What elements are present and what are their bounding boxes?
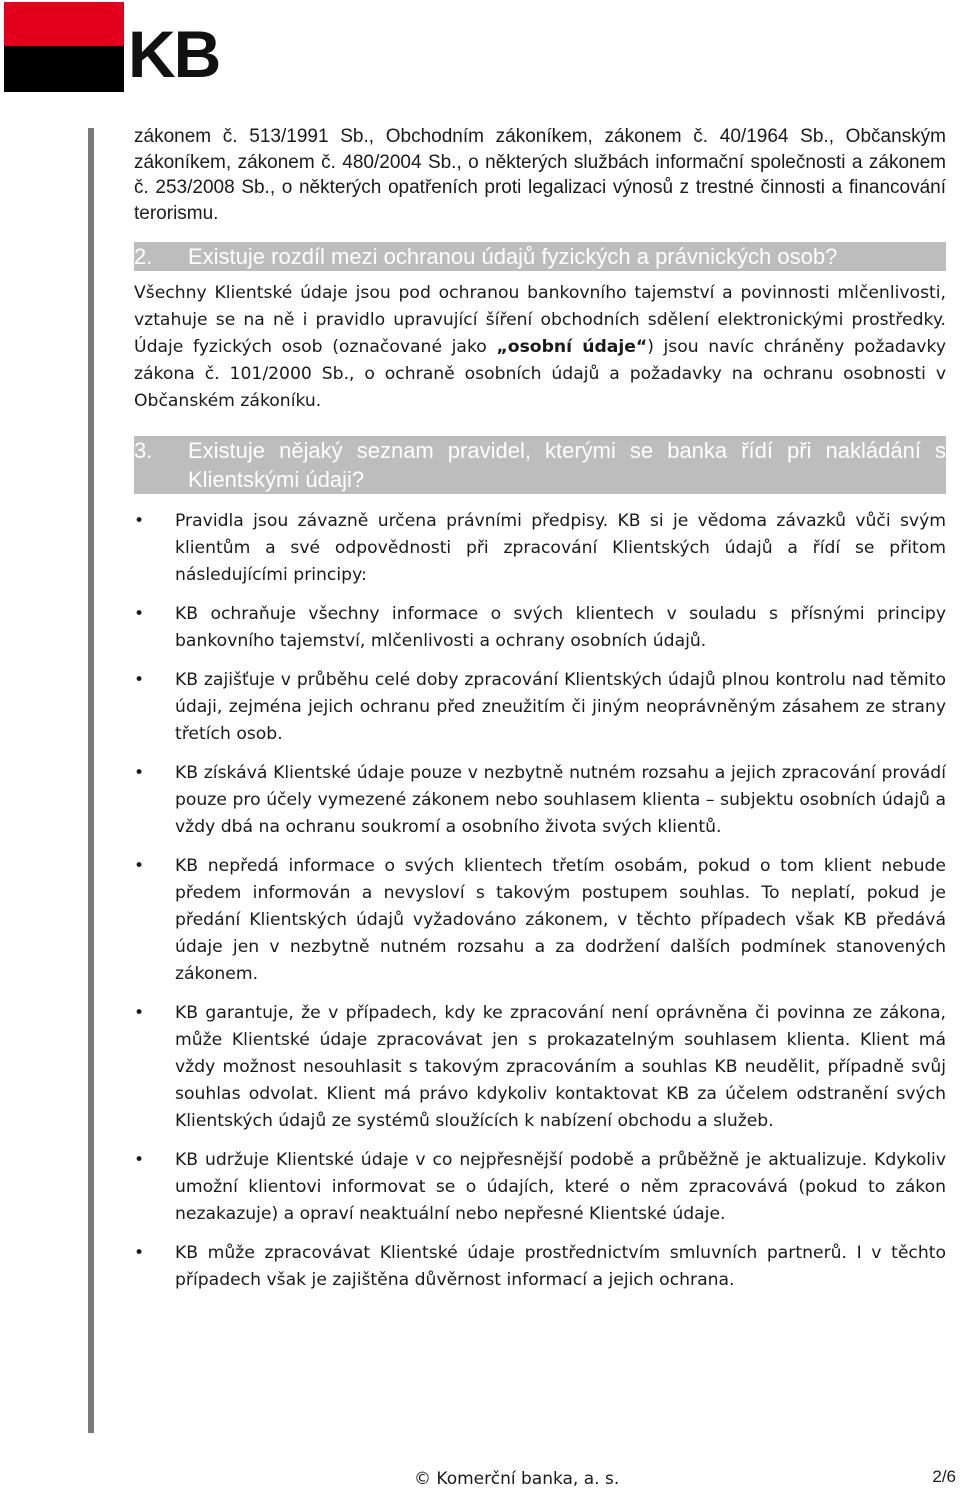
document-body: [134, 124, 946, 1306]
intro-paragraph: zákonem č. 513/1991 Sb., Obchodním zákoníkem, zákonem č. 40/1964 Sb., Občanským zákoníkem, zákonem č. 480/2004 Sb., o některých službách informační společnosti a zákonem č. 253/2008 Sb., o některých opatřeních proti legalizaci výnosů z trestné činnosti a financování terorismu.: [134, 126, 946, 224]
logo-black-bar: [4, 46, 124, 92]
margin-rule: [88, 128, 94, 1433]
list-item: • Pravidla jsou závazně určena právními předpisy. KB si je vědoma závazků vůči svým klientům a své odpovědnosti při zpracování Klientských údajů a řídí se přitom následujícími principy:: [134, 508, 946, 589]
principles-list: [134, 508, 946, 1294]
section-2-body-bold: „osobní údaje“: [496, 337, 648, 357]
bullet-icon: •: [134, 763, 145, 783]
bullet-icon: •: [134, 511, 145, 531]
section-2-body-part1: Všechny Klientské údaje jsou pod ochranou bankovního tajemství a povinnosti mlčenlivosti, vztahuje se na ně i pravidlo upravující šíření obchodních sdělení elektronickými prostředky. Údaje fyzických osob (označované jako: [134, 283, 946, 357]
list-item: • KB nepředá informace o svých klientech třetím osobám, pokud o tom klient nebude předem informován a nevysloví s takovým postupem souhlas. To neplatí, pokud je předání Klientských údajů vyžadováno zákonem, v těchto případech však KB předává údaje jen v nezbytně nutném rozsahu a za dodržení dalších podmínek stanovených zákonem.: [134, 853, 946, 988]
copyright-notice: © Komerční banka, a. s.: [414, 1469, 620, 1489]
list-item: • KB udržuje Klientské údaje v co nejpřesnější podobě a průběžně je aktualizuje. Kdykoliv umožní klientovi informovat se o údajích, které o něm zpracovává (pokud to zákon nezakazuje) a opraví neaktuální nebo nepřesné Klientské údaje.: [134, 1147, 946, 1228]
list-item: • KB získává Klientské údaje pouze v nezbytně nutném rozsahu a jejich zpracování provádí pouze pro účely vymezené zákonem nebo souhlasem klienta – subjektu osobních údajů a vždy dbá na ochranu soukromí a osobního života svých klientů.: [134, 760, 946, 841]
section-2-number: 2.: [134, 244, 153, 269]
bullet-icon: •: [134, 604, 145, 624]
list-item: • KB ochraňuje všechny informace o svých klientech v souladu s přísnými principy bankovního tajemství, mlčenlivosti a ochrany osobních údajů.: [134, 601, 946, 655]
page-number: 2/6: [932, 1467, 956, 1486]
section-3-title: Existuje nějaký seznam pravidel, kterými se banka řídí při nakládání s Klientskými údaji?: [188, 438, 946, 492]
bullet-icon: •: [134, 1150, 145, 1170]
section-2-body-part2: ) jsou navíc chráněny požadavky zákona č. 101/2000 Sb., o ochraně osobních údajů a požadavky na ochranu osobnosti v Občanském zákoníku.: [134, 337, 946, 411]
bullet-icon: •: [134, 670, 145, 690]
kb-logo: [4, 2, 264, 92]
section-2-title: Existuje rozdíl mezi ochranou údajů fyzických a právnických osob?: [188, 244, 838, 269]
list-item: • KB zajišťuje v průběhu celé doby zpracování Klientských údajů plnou kontrolu nad těmito údaji, zejména jejich ochranu před zneužitím či jiným neoprávněným zásahem ze strany třetích osob.: [134, 667, 946, 748]
section-2-heading: [134, 242, 946, 271]
list-item: • KB může zpracovávat Klientské údaje prostřednictvím smluvních partnerů. I v těchto případech však je zajištěna důvěrnost informací a jejich ochrana.: [134, 1240, 946, 1294]
bullet-icon: •: [134, 856, 145, 876]
page-footer: [0, 1466, 960, 1490]
logo-red-bar: [4, 2, 124, 46]
bullet-icon: •: [134, 1003, 145, 1023]
section-3-heading: [134, 436, 946, 494]
section-3-number: 3.: [134, 438, 153, 463]
bullet-icon: •: [134, 1243, 145, 1263]
section-2-body: [134, 280, 946, 415]
list-item: • KB garantuje, že v případech, kdy ke zpracování není oprávněna či povinna ze zákona, může Klientské údaje zpracovávat jen s prokazatelným souhlasem klienta. Klient má vždy možnost nesouhlasit s takovým zpracováním a souhlas KB neudělit, případně svůj souhlas odvolat. Klient má právo kdykoliv kontaktovat KB za účelem odstranění svých Klientských údajů ze systémů sloužících k nabízení obchodu a služeb.: [134, 1000, 946, 1135]
logo-text: KB: [128, 17, 220, 91]
